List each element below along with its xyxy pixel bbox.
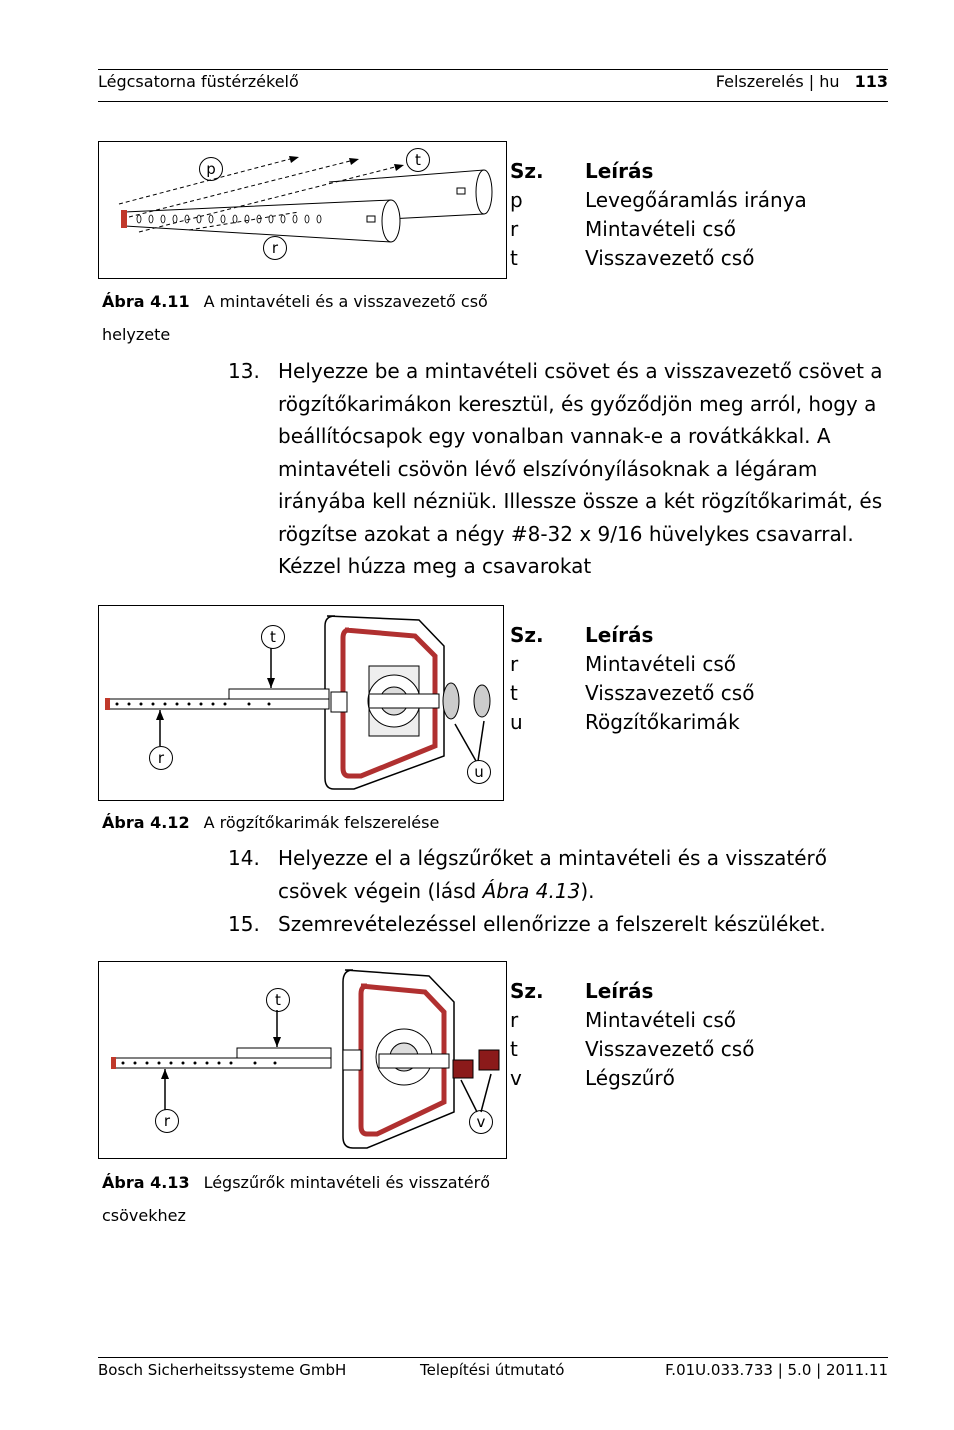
callout-r: r	[155, 1109, 179, 1133]
legend-4-11	[510, 157, 807, 273]
caption-4-11	[102, 285, 502, 351]
step-number: 13.	[228, 359, 260, 383]
callout-u: u	[467, 760, 491, 784]
legend-key: t	[510, 681, 518, 705]
callout-t: t	[261, 625, 285, 649]
legend-desc: Rögzítőkarimák	[585, 710, 740, 734]
caption-text: Légszűrők mintavételi és visszatérő csövekhez	[102, 1173, 490, 1225]
step-text: Szemrevételezéssel ellenőrizze a felszerelt készüléket.	[278, 912, 826, 936]
footer-doc-title: Telepítési útmutató	[420, 1361, 565, 1379]
tube-end-cap	[111, 1057, 116, 1069]
legend-key: v	[510, 1066, 522, 1090]
legend-desc-header: Leírás	[585, 979, 654, 1003]
step-13	[228, 355, 888, 583]
figure-4-12	[98, 605, 504, 801]
caption-text: A mintavételi és a visszavezető cső helyzete	[102, 292, 488, 344]
step-text: Helyezze be a mintavételi csövet és a visszavezető csövet a rögzítőkarimákon keresztül, és győződjön meg arról, hogy a beállítócsapok egy vonalban vannak-e a rovátkákkal. A mintavételi csövön lévő elszívónyílásoknak a légáram irányába kell nézniük. Illessze össze a két rögzítőkarimát, és rögzítse azokat a négy #8-32 x 9/16 hüvelykes csavarral. Kézzel húzza meg a csavarokat	[278, 359, 883, 578]
legend-desc: Visszavezető cső	[585, 246, 755, 270]
legend-4-12	[510, 621, 754, 737]
footer-rule	[98, 1357, 888, 1358]
legend-4-13	[510, 977, 754, 1093]
step-number: 15.	[228, 912, 260, 936]
legend-key-header: Sz.	[510, 159, 544, 183]
legend-row	[510, 1064, 754, 1093]
step-text-after: ).	[580, 878, 595, 903]
legend-row	[510, 650, 754, 679]
step-text	[278, 842, 888, 907]
caption-label: Ábra 4.12	[102, 813, 190, 832]
caption-4-13	[102, 1166, 502, 1232]
air-filter	[479, 1050, 499, 1070]
legend-desc: Mintavételi cső	[585, 652, 736, 676]
header-bottom-rule	[98, 101, 888, 102]
legend-desc: Mintavételi cső	[585, 217, 736, 241]
step-15	[228, 908, 888, 941]
legend-header	[510, 977, 754, 1006]
air-filter	[453, 1060, 473, 1078]
callout-v: v	[469, 1110, 493, 1134]
header-title: Légcsatorna füstérzékelő	[98, 72, 299, 91]
legend-row	[510, 679, 754, 708]
tube-end-cap	[121, 210, 127, 228]
step-number: 14.	[228, 846, 260, 870]
tube-position-drawing	[99, 142, 506, 278]
callout-t: t	[266, 988, 290, 1012]
caption-text: A rögzítőkarimák felszerelése	[203, 813, 440, 832]
callout-r: r	[263, 236, 287, 260]
tube-end-cap	[105, 698, 110, 710]
legend-header	[510, 621, 754, 650]
figure-4-11	[98, 141, 507, 279]
legend-key-header: Sz.	[510, 623, 544, 647]
legend-key: t	[510, 246, 518, 270]
legend-key: r	[510, 217, 519, 241]
legend-desc: Visszavezető cső	[585, 681, 755, 705]
legend-desc-header: Leírás	[585, 159, 654, 183]
legend-row	[510, 708, 754, 737]
legend-key: u	[510, 710, 523, 734]
legend-desc: Visszavezető cső	[585, 1037, 755, 1061]
caption-label: Ábra 4.11	[102, 292, 190, 311]
footer-company: Bosch Sicherheitssysteme GmbH	[98, 1361, 347, 1379]
callout-r: r	[149, 746, 173, 770]
page-number: 113	[854, 72, 888, 91]
legend-key: p	[510, 188, 523, 212]
header-top-rule	[98, 69, 888, 70]
legend-desc: Mintavételi cső	[585, 1008, 736, 1032]
legend-key-header: Sz.	[510, 979, 544, 1003]
legend-desc-header: Leírás	[585, 623, 654, 647]
legend-desc: Légszűrő	[585, 1066, 675, 1090]
legend-key: t	[510, 1037, 518, 1061]
caption-label: Ábra 4.13	[102, 1173, 190, 1192]
legend-desc: Levegőáramlás iránya	[585, 188, 807, 212]
legend-row	[510, 1035, 754, 1064]
footer-doc-ref: F.01U.033.733 | 5.0 | 2011.11	[665, 1361, 888, 1379]
header-section-text: Felszerelés | hu	[715, 72, 840, 91]
legend-row	[510, 244, 807, 273]
legend-row	[510, 186, 807, 215]
figure-reference-link[interactable]: Ábra 4.13	[482, 878, 581, 903]
legend-row	[510, 215, 807, 244]
callout-p: p	[199, 157, 223, 181]
step-14	[228, 842, 888, 907]
legend-row	[510, 1006, 754, 1035]
figure-4-13	[98, 961, 507, 1159]
caption-4-12	[102, 806, 502, 839]
header-section	[716, 72, 888, 91]
legend-key: r	[510, 1008, 519, 1032]
legend-header	[510, 157, 807, 186]
callout-t: t	[406, 148, 430, 172]
mounting-flange-drawing	[99, 606, 503, 800]
legend-key: r	[510, 652, 519, 676]
step-text-before: Helyezze el a légszűrőket a mintavételi és a visszatérő csövek végein (lásd	[278, 846, 827, 903]
